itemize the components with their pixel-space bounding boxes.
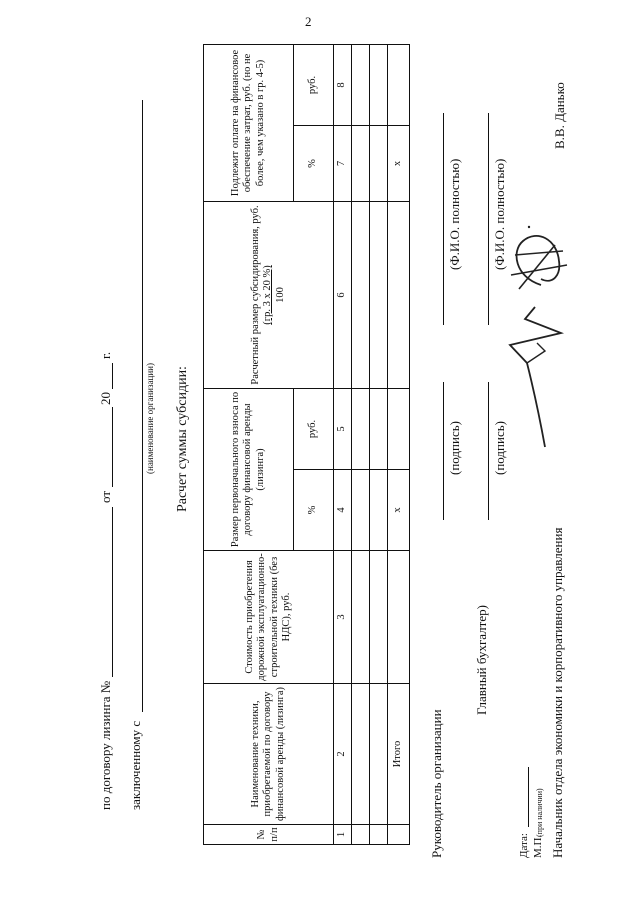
header-payable-rub: руб. [294,44,334,125]
organization-caption: (наименование организации) [145,363,155,474]
col-number-5: 5 [334,389,352,470]
column-numbers-row [334,44,352,844]
head-fio-line [443,113,444,325]
header-num: № п/п [204,825,334,845]
date-label: Дата: [518,833,530,858]
col-number-1: 1 [334,825,352,845]
date-line [112,407,113,487]
header-initial-pct: % [294,470,334,551]
year-suffix: г. [98,351,113,359]
table-title: Расчет суммы субсидии: [175,366,190,512]
page-number: 2 [305,14,312,29]
handwritten-signature [505,215,570,455]
total-initial-x: х [388,470,410,551]
head-label: Руководитель организации [429,709,444,858]
head-fio-caption: (Ф.И.О. полностью) [447,158,462,270]
header-calc [204,202,334,389]
accountant-fio-line [488,113,489,325]
from-label: от [98,490,113,503]
accountant-signature-caption: (подпись) [492,421,507,475]
accountant-fio-caption: (Ф.И.О. полностью) [492,158,507,270]
header-initial-rub: руб. [294,389,334,470]
contract-label: по договору лизинга № [98,680,113,810]
total-label: Итого [388,684,410,825]
mp-label: М.П. [532,834,544,858]
total-row [388,44,410,844]
year-line [112,363,113,389]
year-prefix: 20 [98,392,113,405]
subsidy-table [203,44,410,845]
concluded-label: заключенному с [128,720,143,810]
date-field-line [528,767,529,827]
col-number-7: 7 [334,126,352,202]
table-row [370,44,388,844]
accountant-signature-line [488,382,489,520]
col-number-3: 3 [334,551,352,684]
col-number-4: 4 [334,470,352,551]
header-payable: Подлежит оплате на финансовое обеспечение затрат, руб. (но не более, чем указано в гр. 4-5) [204,44,294,201]
col-number-6: 6 [334,202,352,389]
header-calc-formula: (гр. 3 х 20 %) [262,265,274,325]
header-calc-main: Расчетный размер субсидирования, руб. [250,205,262,385]
col-number-8: 8 [334,44,352,125]
header-payable-pct: % [294,126,334,202]
head-signature-line [443,382,444,520]
contract-number-line [112,507,113,677]
table-row [352,44,370,844]
chief-accountant-label: Главный бухгалтер) [474,605,489,715]
organization-line [142,100,143,712]
head-signature-caption: (подпись) [447,421,462,475]
header-initial: Размер первоначального взноса по договору финансовой аренды (лизинга) [204,389,294,551]
header-name: Наименование техники, приобретаемой по договору финансовой аренды (лизинга) [204,684,334,825]
mp-note: (при наличии) [535,788,544,837]
header-cost: Стоимость приобретения дорожной эксплуатационно-строительной техники (без НДС), руб. [204,551,334,684]
dept-head-label: Начальник отдела экономики и корпоративного управления [550,527,565,858]
dept-head-name: В.В. Данько [552,82,567,149]
col-number-2: 2 [334,684,352,825]
total-payable-x: х [388,126,410,202]
header-calc-denominator: 100 [274,287,286,303]
